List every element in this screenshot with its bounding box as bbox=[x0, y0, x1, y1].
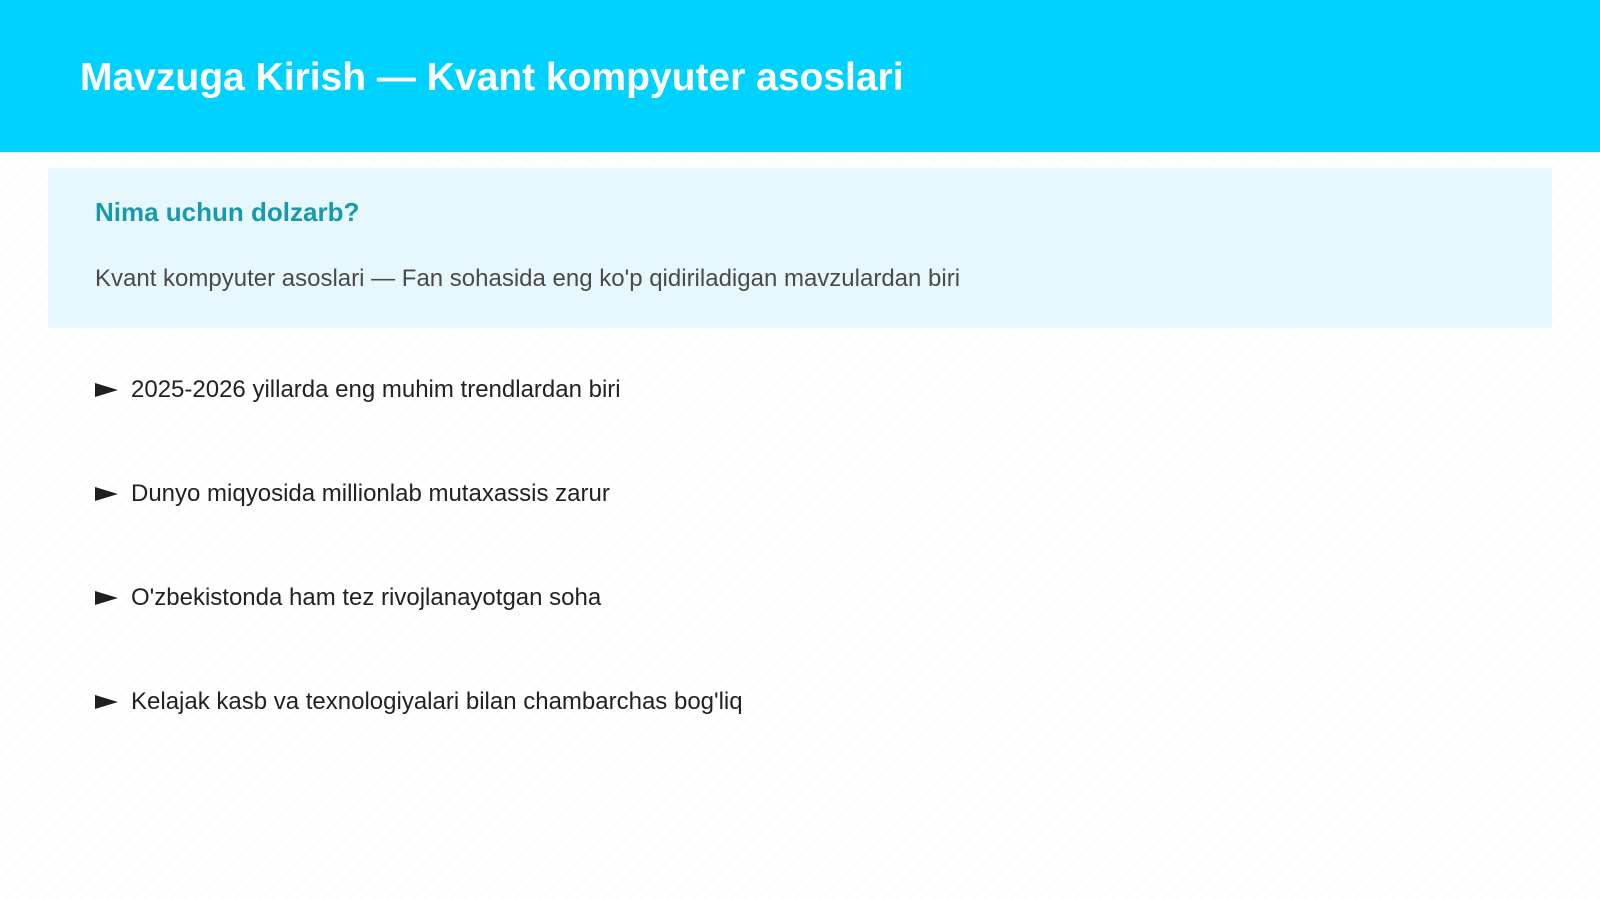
play-arrow-icon bbox=[95, 578, 119, 618]
slide-header bbox=[0, 0, 1600, 152]
bullet-item bbox=[95, 578, 743, 618]
bullet-text: Dunyo miqyosida millionlab mutaxassis zarur bbox=[131, 480, 610, 507]
callout-box bbox=[48, 168, 1552, 328]
bullet-text: Kelajak kasb va texnologiyalari bilan chambarchas bog'liq bbox=[131, 688, 743, 715]
bullet-text: 2025-2026 yillarda eng muhim trendlardan biri bbox=[131, 376, 621, 403]
bullet-item bbox=[95, 370, 743, 410]
play-arrow-icon bbox=[95, 682, 119, 722]
play-arrow-icon bbox=[95, 370, 119, 410]
bullet-list bbox=[95, 370, 743, 786]
bullet-item bbox=[95, 474, 743, 514]
slide-title: Mavzuga Kirish — Kvant kompyuter asoslari bbox=[80, 56, 904, 99]
callout-text: Kvant kompyuter asoslari — Fan sohasida eng ko'p qidiriladigan mavzulardan biri bbox=[95, 265, 961, 292]
play-arrow-icon bbox=[95, 474, 119, 514]
callout-title: Nima uchun dolzarb? bbox=[95, 197, 360, 227]
bullet-item bbox=[95, 682, 743, 722]
bullet-text: O'zbekistonda ham tez rivojlanayotgan soha bbox=[131, 584, 602, 611]
